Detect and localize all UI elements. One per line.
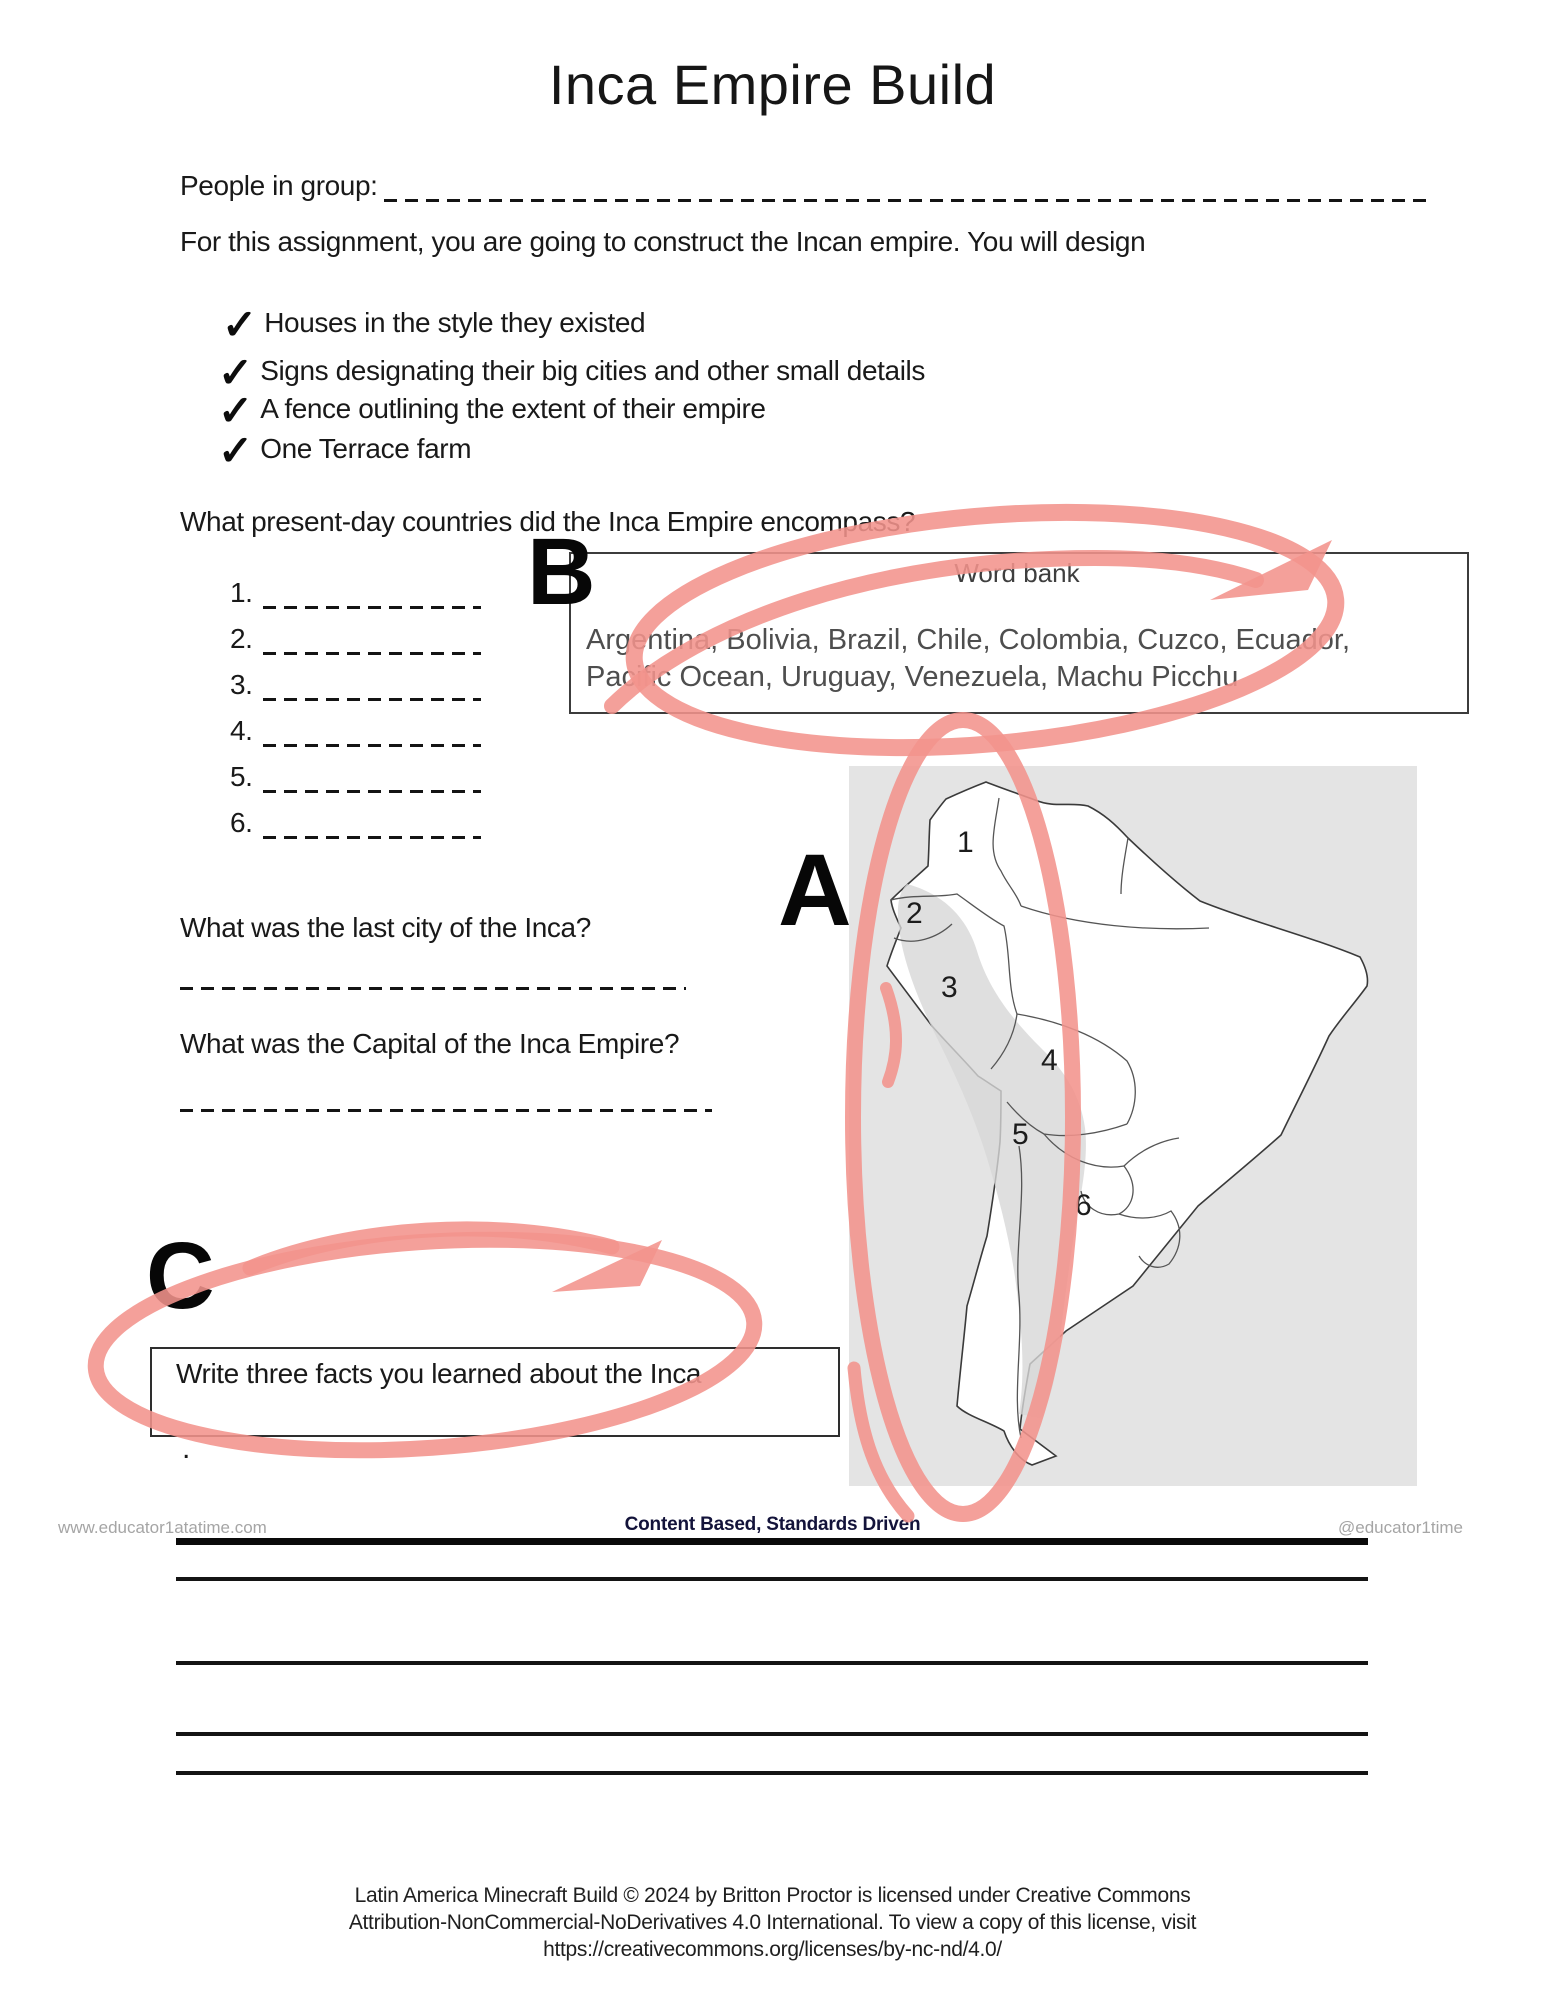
answer-blank-1[interactable]	[263, 579, 481, 609]
people-in-group-row	[180, 170, 1433, 202]
stray-period: .	[182, 1432, 190, 1465]
license-line: https://creativecommons.org/licenses/by-nc-nd/4.0/	[543, 1938, 1002, 1961]
map-number-2: 2	[906, 897, 923, 930]
list-number: 3.	[230, 669, 253, 700]
writing-line[interactable]	[176, 1577, 1368, 1581]
answer-blank-6[interactable]	[263, 809, 481, 839]
list-number: 2.	[230, 623, 253, 654]
map-number-4: 4	[1041, 1044, 1058, 1077]
word-bank-title: Word bank	[954, 558, 1080, 588]
footer-handle: @educator1time	[1338, 1518, 1463, 1537]
numbered-blank-row	[230, 807, 481, 839]
checklist-item	[218, 426, 471, 475]
list-number: 4.	[230, 715, 253, 746]
license-line: Latin America Minecraft Build © 2024 by Britton Proctor is licensed under Creative Commons	[354, 1884, 1191, 1907]
footer-divider	[176, 1538, 1368, 1545]
capital-answer-blank[interactable]	[180, 1082, 712, 1112]
writing-line[interactable]	[176, 1661, 1368, 1665]
last-city-answer-blank[interactable]	[180, 960, 686, 990]
writing-line[interactable]	[176, 1732, 1368, 1736]
people-in-group-label: People in group:	[180, 170, 378, 201]
word-bank-words: Pacific Ocean, Uruguay, Venezuela, Machu Picchu	[586, 661, 1239, 693]
label-letter-b: B	[527, 519, 594, 625]
circle-annotation-c-hook	[552, 1240, 662, 1292]
map-number-6: 6	[1075, 1189, 1092, 1222]
list-number: 1.	[230, 577, 253, 608]
label-letter-c: C	[146, 1223, 213, 1329]
checkmark-icon: ✓	[218, 427, 254, 474]
checkmark-icon: ✓	[218, 349, 254, 396]
south-america-outline-svg	[849, 766, 1417, 1486]
footer-tagline: Content Based, Standards Driven	[624, 1514, 921, 1535]
map-number-5: 5	[1012, 1118, 1029, 1151]
checklist-item	[222, 300, 645, 349]
word-bank-words: Argentina, Bolivia, Brazil, Chile, Colombia, Cuzco, Ecuador,	[586, 624, 1351, 656]
page-title: Inca Empire Build	[548, 53, 997, 116]
circle-annotation-c-swoosh	[250, 1229, 612, 1268]
checkmark-icon: ✓	[222, 301, 258, 348]
list-number: 6.	[230, 807, 253, 838]
numbered-blank-row	[230, 761, 481, 793]
answer-blank-3[interactable]	[263, 671, 481, 701]
last-city-question: What was the last city of the Inca?	[180, 912, 591, 943]
checkmark-icon: ✓	[218, 387, 254, 434]
footer-website: www.educator1atatime.com	[58, 1518, 267, 1537]
south-america-map	[849, 766, 1417, 1486]
facts-prompt: Write three facts you learned about the Inca	[176, 1358, 702, 1389]
map-number-3: 3	[941, 971, 958, 1004]
numbered-blank-row	[230, 715, 481, 747]
list-number: 5.	[230, 761, 253, 792]
checklist-label: One Terrace farm	[260, 433, 472, 464]
answer-blank-2[interactable]	[263, 625, 481, 655]
writing-line[interactable]	[176, 1771, 1368, 1775]
countries-question: What present-day countries did the Inca Empire encompass?	[180, 506, 916, 537]
numbered-blank-row	[230, 577, 481, 609]
answer-blank-4[interactable]	[263, 717, 481, 747]
checklist-label: Houses in the style they existed	[264, 307, 646, 338]
capital-question: What was the Capital of the Inca Empire?	[180, 1028, 680, 1059]
numbered-blank-row	[230, 623, 481, 655]
answer-blank-5[interactable]	[263, 763, 481, 793]
people-in-group-blank[interactable]	[384, 170, 1433, 202]
numbered-blank-row	[230, 669, 481, 701]
intro-text: For this assignment, you are going to construct the Incan empire. You will design	[180, 226, 1146, 257]
checklist-label: A fence outlining the extent of their empire	[260, 393, 766, 424]
checklist-label: Signs designating their big cities and other small details	[260, 355, 925, 386]
label-letter-a: A	[778, 833, 850, 947]
license-line: Attribution-NonCommercial-NoDerivatives 4.0 International. To view a copy of this license, visit	[348, 1911, 1197, 1934]
map-number-1: 1	[957, 826, 974, 859]
